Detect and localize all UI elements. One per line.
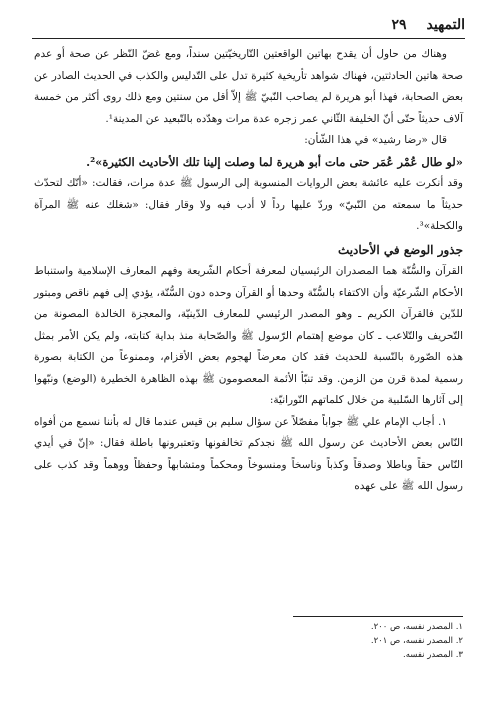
paragraph-2: قال «رضا رشيد» في هذا الشّأن: (304, 134, 447, 146)
page-number: ٢٩ (391, 17, 407, 33)
paragraph-4: القرآن والسُّنّة هما المصدران الرئيسيان لمعرفة أحكام الشّريعة وفهم المعارف الإسلامية واستنباط الأحكام الشّرعيّة وأن الاكتفاء بالسُّنّة وحدها أو القرآن وحده دون السُّنّة، يؤدي إلى فهم ناقص ومبتور للدّين فالقرآن الكريم ـ وهو المصدر الرئيسي للمعارف الدّينيّة، والمعجزة الخالدة المصونة من التّحريف والتّلاعب ـ كان موضع إهتمام الرّسول ﷺ والصّحابة منذ بداية كتابته، ولم يكن الأمر بمثل هذه الصّورة بالنّسبة للحديث فقد كان معرضاً لهجوم بعض الأقزام، وممنوعاً من الكتابة بصورة رسمية لمدة قرن من الزمن. وقد تنبّأ الأئمة المعصومون ﷺ بهذه الظاهرة الخطيرة (الوضع) ونبّهوا إلى آثارها السّلبية من خلال كلماتهم النّورانيّة: (34, 265, 463, 406)
footnotes (34, 620, 463, 662)
section-heading: جذور الوضع في الأحاديث (337, 242, 463, 257)
footnote-3: ٣. المصدر نفسه. (403, 650, 463, 660)
footnote-rule (293, 616, 463, 617)
paragraph-3: وقد أنكرت عليه عائشة بعض الروايات المنسوبة إلى الرسول ﷺ عدة مرات، فقالت: «أنّك لتحدّث حديثاً ما سمعته من النّبيّ» وردّ عليها رداً لا أدب فيه ولا وقار فقال: «شغلك عنه ﷺ المرآة والكحلة»³. (34, 177, 463, 232)
running-title: التمهيد (426, 17, 465, 33)
quote-rida-rashid: «لو طال عُمْر عُمَر حتى مات أبو هريرة لما وصلت إلينا تلك الأحاديث الكثيرة»². (86, 154, 463, 169)
body-text (34, 44, 463, 498)
footnote-1: ١. المصدر نفسه، ص ٢٠٠. (370, 622, 463, 632)
header-rule (32, 38, 465, 39)
paragraph-5: ١. أجاب الإمام علي ﷺ جواباً مفصّلاً عن سؤال سليم بن قيس عندما قال له بأننا نسمع من أفواه النّاس بعض الأحاديث عن رسول الله ﷺ نجدكم تخالفونها وتعتبرونها باطلة فقال: «إنّ في أيدي النّاس حقاً وباطلا وصدقاً وكذباً وناسخاً ومنسوخاً ومحكماً ومتشابهاً وحفظاً ووهماً وقد كذب على رسول الله ﷺ على عهده (34, 415, 463, 492)
footnote-2: ٢. المصدر نفسه، ص ٢٠١. (370, 636, 463, 646)
running-head (32, 14, 465, 36)
paragraph-1: وهناك من حاول أن يقدح بهاتين الواقعتين التّاريخيّتين سنداً، ومع غضّ النّظر عن صحة أو عدم صحة هاتين الحادثتين، فهناك شواهد تأريخية كثيرة تدل على التّدليس والكذب في الحديث الصادر عن بعض الصحابة، فهذا أبو هريرة لم يصاحب النّبيّ ﷺ إلاّ أقل من سنتين ومع ذلك روى أكثر من خمسة آلاف حديثاً حتّى أنّ الخليفة الثّاني عمر زجره عدة مرات وهدّده بالتّبعيد عن المدينة¹. (34, 48, 463, 125)
